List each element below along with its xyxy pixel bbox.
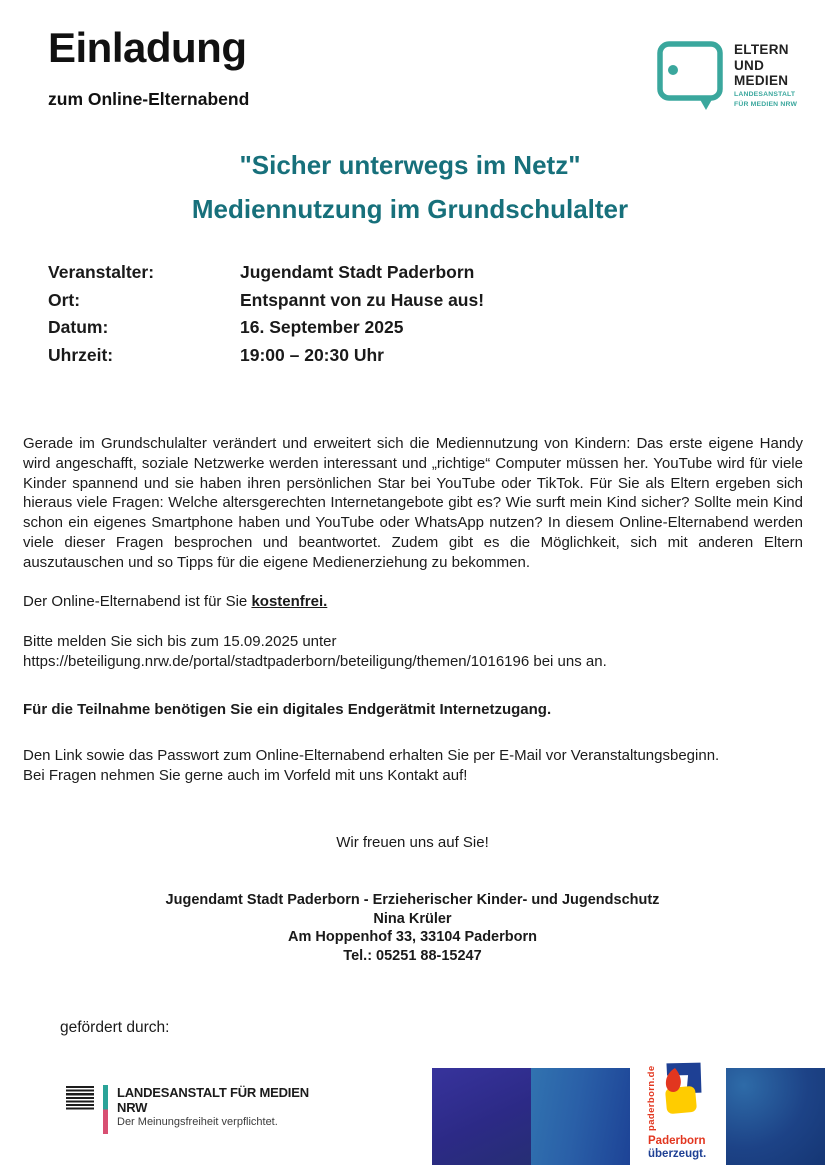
contact-address: Am Hoppenhof 33, 33104 Paderborn [288,929,537,945]
device-requirement: Für die Teilnahme benötigen Sie ein digitales Endgerätmit Internetzugang. [23,701,552,718]
paderborn-logo [646,1061,716,1165]
lfm-logo-text [117,1085,316,1128]
detail-value: 16. September 2025 [240,317,404,337]
logo-word-medien: MEDIEN [734,73,789,88]
contact-phone: Tel.: 05251 88-15247 [343,947,482,964]
registration-url-link[interactable]: https://beteiligung.nrw.de/portal/stadtpaderborn/beteiligung/themen/1016196 [23,652,530,670]
lfm-logo-claim: Der Meinungsfreiheit verpflichtet. [117,1116,278,1128]
logo-sub-fuer-medien-nrw: FÜR MEDIEN NRW [734,100,798,108]
paderborn-logo-claim: überzeugt. [648,1148,707,1160]
logo-word-eltern: ELTERN [734,42,789,57]
contact-person: Nina Krüler [373,910,452,927]
lfm-colorbar-icon [103,1085,108,1134]
document-title: Einladung [48,24,247,71]
eltern-und-medien-logo [656,40,816,112]
detail-row-uhrzeit [48,345,484,373]
paderborn-p-icon [659,1061,705,1126]
detail-value: Entspannt von zu Hause aus! [240,289,485,310]
logo-sub-landesanstalt: LANDESANSTALT [734,90,796,98]
detail-label: Datum: [48,317,109,337]
decorative-blue-image-right [726,1068,825,1165]
contact-info-line: Bei Fragen nehmen Sie gerne auch im Vorfeld mit uns Kontakt auf! [23,766,468,784]
event-details [48,262,484,372]
closing-line: Wir freuen uns auf Sie! [336,834,489,851]
detail-value: 19:00 – 20:30 Uhr [240,344,384,365]
contact-block [0,891,825,965]
detail-label: Uhrzeit: [48,344,114,365]
registration-block [23,632,803,672]
intro-paragraph: Gerade im Grundschulalter verändert und erweitert sich die Mediennutzung von Kindern: Das erste eigene Handy wird angeschafft, soziale Netzwerke werden interessant und „richtige“ Computer müssen her. YouTube wird für viele Kinder spannend und sie haben ihren persönlichen Star bei YouTube oder TikTok. Für Sie als Eltern ergeben sich hieraus viele Fragen: Welche altersgerechten Internetangebote gibt es? Wie surft mein Kind sicher? Sollte mein Kind schon ein eigenes Smartphone haben und YouTube oder WhatsApp nutzen? In diesem Online-Elternabend werden viele dieser Fragen besprochen und beantwortet. Zudem gibt es die Möglichkeit, sich mit anderen Eltern auszutauschen und so Tipps für die eigene Medienerziehung zu bekommen. [23,435,803,571]
detail-row-datum [48,317,484,345]
link-info-line: Den Link sowie das Passwort zum Online-Elternabend erhalten Sie per E-Mail vor Veranstaltungsbeginn. [23,747,720,764]
link-info-block [23,746,803,786]
lfm-logo-name: LANDESANSTALT FÜR MEDIEN NRW [117,1085,309,1115]
detail-label: Ort: [48,289,81,310]
detail-row-ort [48,290,484,318]
logo-word-und: UND [734,57,765,73]
eltern-und-medien-logo-text [734,42,797,109]
registration-line1: Bitte melden Sie sich bis zum 15.09.2025 unter [23,633,337,650]
event-title-line1: "Sicher unterwegs im Netz" [239,150,581,180]
event-title-line2: Mediennutzung im Grundschulalter [191,194,629,224]
detail-value: Jugendamt Stadt Paderborn [240,262,475,282]
blue-panel-dark [432,1068,531,1165]
funded-by-label: gefördert durch: [60,1019,170,1036]
detail-label: Veranstalter: [48,262,155,282]
document-subtitle: zum Online-Elternabend [48,89,250,109]
free-of-charge-line [23,592,327,612]
lfm-stripes-icon [66,1086,94,1111]
paderborn-logo-city: Paderborn [648,1135,706,1147]
registration-line2 [23,652,803,672]
blue-panel-light [531,1068,630,1165]
registration-suffix: bei uns an. [529,652,607,670]
contact-organisation: Jugendamt Stadt Paderborn - Erzieherischer Kinder- und Jugendschutz [165,892,660,908]
paderborn-de-vertical-text: paderborn.de [646,1065,657,1131]
decorative-blue-image-left [432,1068,630,1165]
free-of-charge-prefix: Der Online-Elternabend ist für Sie [23,593,252,610]
detail-row-veranstalter [48,262,484,290]
free-of-charge-highlight: kostenfrei. [251,593,328,610]
landesanstalt-fuer-medien-nrw-logo [66,1085,316,1145]
